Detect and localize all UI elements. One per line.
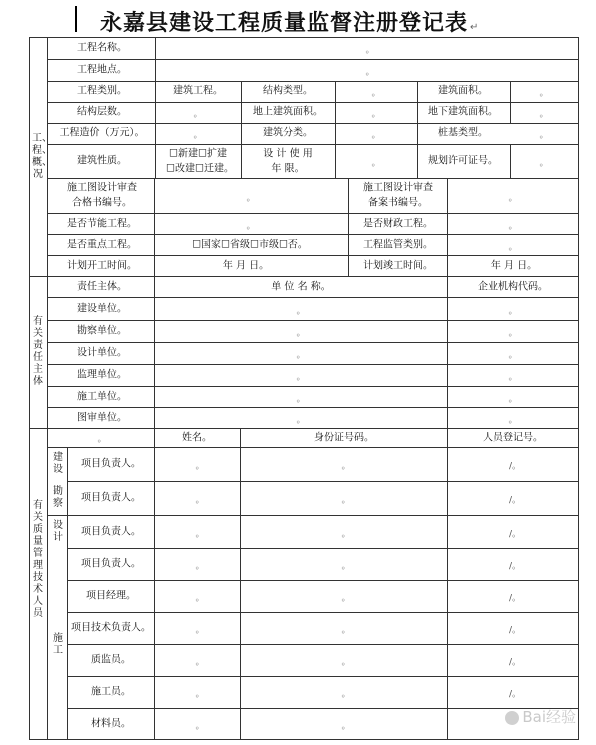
header-id-number: 身份证号码。 [314,432,374,444]
cell-person-name[interactable]: 。 [195,625,205,636]
label-fiscal: 是否财政工程。 [363,218,433,230]
header-empty-cell: 。 [97,434,107,445]
cell-person-reg[interactable]: /。 [508,689,522,700]
cell-unit-name[interactable]: 。 [296,350,306,361]
header-unit-name: 单 位 名 称。 [271,281,331,293]
label-design-project-leader: 项目负责人。 [81,526,141,538]
cell-person-reg[interactable]: /。 [508,657,522,668]
cell-person-name[interactable]: 。 [195,689,205,700]
cell-fiscal[interactable]: 。 [508,221,518,232]
paw-icon [505,711,519,725]
label-build-project-leader: 项目负责人。 [81,458,141,470]
cell-person-id[interactable]: 。 [341,461,351,472]
label-supervision-type: 工程监管类别。 [363,239,433,251]
cell-above-ground-area[interactable]: 。 [371,109,381,120]
cell-person-id[interactable]: 。 [341,689,351,700]
value-plan-start-date[interactable]: 年 月 日。 [222,260,270,272]
label-building-area: 建筑面积。 [438,85,488,97]
cell-floors[interactable]: 。 [193,109,203,120]
label-project-category: 工程类别。 [77,85,127,97]
cell-person-name[interactable]: 。 [195,495,205,506]
label-plan-start: 计划开工时间。 [67,260,137,272]
cell-person-name[interactable]: 。 [195,461,205,472]
label-technical-leader: 项目技术负责人。 [71,622,151,634]
group-label-survey: 勘察 [53,486,63,509]
cell-person-reg[interactable]: /。 [508,625,522,636]
watermark-logo: Bai经验 [505,706,576,727]
label-above-ground-area: 地上建筑面积。 [253,106,323,118]
cell-org-code[interactable]: 。 [508,394,518,405]
cell-unit-name[interactable]: 。 [296,372,306,383]
group-label-build: 建设 [53,452,63,475]
cell-person-id[interactable]: 。 [341,561,351,572]
label-pile-type: 桩基类型。 [438,127,488,139]
label-plan-end: 计划竣工时间。 [363,260,433,272]
cell-person-id[interactable]: 。 [341,529,351,540]
header-responsible-subject: 责任主体。 [77,281,127,293]
label-survey-project-leader: 项目负责人。 [81,492,141,504]
cell-person-id[interactable]: 。 [341,657,351,668]
label-review-unit: 图审单位。 [77,412,127,424]
cell-project-location[interactable]: 。 [365,67,375,78]
cell-person-id[interactable]: 。 [341,593,351,604]
value-building-project: 建筑工程。 [173,85,223,97]
cell-person-name[interactable]: 。 [195,561,205,572]
cell-person-id[interactable]: 。 [341,721,351,732]
section-label-personnel: 有关质量管理技术人员 [33,500,43,619]
cell-drawing-review-number[interactable]: 。 [246,193,256,204]
label-project-manager: 项目经理。 [86,590,136,602]
label-supervision-unit: 监理单位。 [77,369,127,381]
cell-person-name[interactable]: 。 [195,529,205,540]
checkbox-nature-rebuild-move[interactable]: ☐改建☐迁建。 [166,163,234,175]
cell-project-name[interactable]: 。 [365,45,375,56]
cell-person-id[interactable]: 。 [341,495,351,506]
label-builder-unit: 施工单位。 [77,391,127,403]
section-label-responsible: 有关责任主体 [33,316,43,387]
cell-person-reg[interactable]: /。 [508,561,522,572]
label-site-worker: 施工员。 [91,686,131,698]
cell-unit-name[interactable]: 。 [296,394,306,405]
label-design-life: 设 计 使 用 [263,148,313,160]
cell-person-id[interactable]: 。 [341,625,351,636]
cell-person-reg[interactable]: /。 [508,593,522,604]
header-org-code: 企业机构代码。 [478,281,548,293]
label-building-class: 建筑分类。 [263,127,313,139]
label-construction-unit: 建设单位。 [77,303,127,315]
group-label-construction: 施工 [53,633,63,656]
cell-person-reg[interactable]: /。 [508,529,522,540]
label-key-project: 是否重点工程。 [67,239,137,251]
cell-unit-name[interactable]: 。 [296,306,306,317]
label-planning-permit: 规划许可证号。 [428,155,498,167]
header-reg-number: 人员登记号。 [483,432,543,444]
label-design-life-years: 年 限。 [271,163,305,175]
label-drawing-record-number: 备案书编号。 [368,197,428,209]
group-label-design: 设计 [53,520,63,543]
cell-org-code[interactable]: 。 [508,350,518,361]
header-name: 姓名。 [182,432,212,444]
cell-unit-name[interactable]: 。 [296,415,306,426]
label-project-name: 工程名称。 [77,42,127,54]
label-material-clerk: 材料员。 [91,718,131,730]
cell-person-reg[interactable]: /。 [508,461,522,472]
cell-pile-type[interactable]: 。 [539,130,549,141]
label-cost: 工程造价（万元）。 [59,127,145,139]
label-building-nature: 建筑性质。 [77,155,127,167]
cell-design-life[interactable]: 。 [371,158,381,169]
section-label-overview: 工、程、概、况 [32,133,52,180]
value-plan-end-date[interactable]: 年 月 日。 [490,260,538,272]
label-design-unit: 设计单位。 [77,347,127,359]
cell-below-ground-area[interactable]: 。 [539,109,549,120]
cell-building-class[interactable]: 。 [371,130,381,141]
cell-cost[interactable]: 。 [193,130,203,141]
checkbox-key-level[interactable]: ☐国家☐省级☐市级☐否。 [192,239,308,251]
form-title: 永嘉县建设工程质量监督注册登记表 ↵ [100,11,480,36]
label-construction-project-leader: 项目负责人。 [81,558,141,570]
cell-planning-permit[interactable]: 。 [539,158,549,169]
cell-org-code[interactable]: 。 [508,415,518,426]
cell-person-reg[interactable]: /。 [508,495,522,506]
label-survey-unit: 勘察单位。 [77,325,127,337]
cell-unit-name[interactable]: 。 [296,328,306,339]
cell-person-name[interactable]: 。 [195,721,205,732]
label-structure-type: 结构类型。 [263,85,313,97]
cell-org-code[interactable]: 。 [508,306,518,317]
cell-person-name[interactable]: 。 [195,657,205,668]
checkbox-nature-new-extend[interactable]: ☐新建☐扩建 [169,148,227,160]
label-below-ground-area: 地下建筑面积。 [428,106,498,118]
cell-building-area[interactable]: 。 [539,88,549,99]
label-energy-saving: 是否节能工程。 [67,218,137,230]
cell-structure-type[interactable]: 。 [371,88,381,99]
label-quality-inspector: 质监员。 [91,654,131,666]
cell-org-code[interactable]: 。 [508,372,518,383]
cell-drawing-record-number[interactable]: 。 [508,193,518,204]
cell-energy-saving[interactable]: 。 [246,221,256,232]
label-project-location: 工程地点。 [77,64,127,76]
cell-person-name[interactable]: 。 [195,593,205,604]
label-floors: 结构层数。 [77,106,127,118]
label-drawing-review: 施工图设计审查 [67,182,137,194]
label-drawing-record: 施工图设计审查 [363,182,433,194]
cell-supervision-type[interactable]: 。 [508,242,518,253]
label-drawing-review-number: 合格书编号。 [72,197,132,209]
cell-org-code[interactable]: 。 [508,328,518,339]
